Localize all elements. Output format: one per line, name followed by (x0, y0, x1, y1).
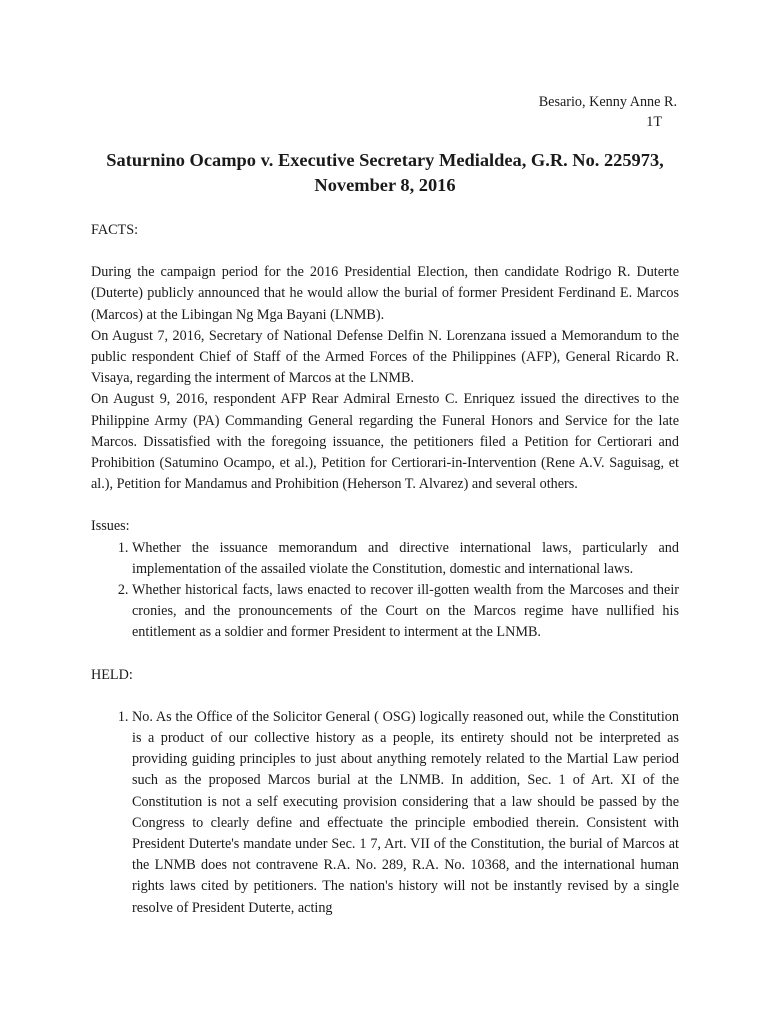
case-title (91, 148, 679, 198)
facts-paragraph: On August 7, 2016, Secretary of National Defense Delfin N. Lorenzana issued a Memorandum to the public respondent Chief of Staff of the Armed Forces of the Philippines (AFP), General Ricardo R. Visaya, regarding the interment of Marcos at the LNMB. (91, 327, 679, 387)
document-body (91, 220, 679, 919)
facts-paragraph: On August 9, 2016, respondent AFP Rear Admiral Ernesto C. Enriquez issued the directives to the Philippine Army (PA) Commanding General regarding the Funeral Honors and Service for the late Marcos. Dissatisfied with the foregoing issuance, the petitioners filed a Petition for Certiorari and Prohibition (Satumino Ocampo, et al.), Petition for Certiorari-in-Intervention (Rene A.V. Saguisag, et al.), Petition for Mandamus and Prohibition (Heherson T. Alvarez) and several others. (91, 391, 679, 493)
issues-heading: Issues: (91, 518, 130, 535)
facts-heading: FACTS: (91, 222, 139, 238)
case-title-line-1: Saturnino Ocampo v. Executive Secretary Medialdea, G.R. No. 225973, (106, 150, 664, 170)
author-section: 1T (646, 114, 662, 130)
held-heading: HELD: (91, 666, 133, 683)
author-name: Besario, Kenny Anne R. (538, 94, 677, 110)
facts-paragraph: During the campaign period for the 2016 Presidential Election, then candidate Rodrigo R. Duterte (Duterte) publicly announced that he would allow the burial of former President Ferdinand E. Marcos (Marcos) at the Libingan Ng Mga Bayani (LNMB). (91, 264, 679, 323)
held-item: 1. No. As the Office of the Solicitor General ( OSG) logically reasoned out, while the Constitution is a product of our collective history as a people, its entirety should not be interpreted as providing guiding principles to just about anything remotely related to the Martial Law period such as the proposed Marcos burial at the LNMB. In addition, Sec. 1 of Art. XI of the Constitution is not a self executing provision considering that a law should be passed by the Congress to clearly define and effectuate the principle embodied therein. Consistent with President Duterte's mandate under Sec. 1 7, Art. VII of the Constitution, the burial of Marcos at the LNMB does not contravene R.A. No. 289, R.A. No. 10368, and the international human rights laws cited by petitioners. The nation's history will not be instantly revised by a single resolve of President Duterte, acting (132, 707, 679, 919)
issue-item: 1. Whether the issuance memorandum and directive international laws, particularly and implementation of the assailed violate the Constitution, domestic and international laws. (132, 538, 679, 580)
held-list (91, 707, 679, 919)
case-title-line-2: November 8, 2016 (314, 175, 456, 195)
author-block (539, 92, 677, 132)
issues-list (91, 538, 679, 644)
issue-item: 2. Whether historical facts, laws enacted to recover ill-gotten wealth from the Marcoses and their cronies, and the pronouncements of the Court on the Marcos regime have nullified his entitlement as a soldier and former President to interment at the LNMB. (132, 580, 679, 644)
